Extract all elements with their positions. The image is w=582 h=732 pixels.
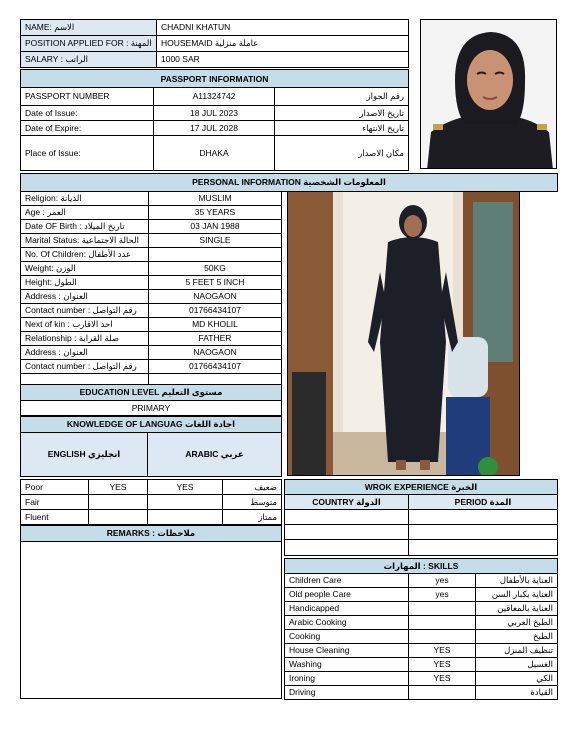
skill-value: [408, 685, 476, 700]
skill-label: Old people Care: [284, 587, 409, 602]
personal-info-label: No. Of Children: عدد الأطفال: [20, 247, 149, 262]
remarks-box: [20, 541, 282, 699]
personal-info-value: [148, 247, 282, 262]
personal-info-label: Contact number : رقم التواصل: [20, 359, 149, 374]
personal-info-value: NAOGAON: [148, 345, 282, 360]
personal-info-label: Marital Status: الحالة الاجتماعية: [20, 233, 149, 248]
skill-value: [408, 601, 476, 616]
experience-row-period: [408, 524, 558, 540]
passport-number-arabic: رقم الجواز: [274, 87, 409, 106]
skill-value: yes: [408, 573, 476, 588]
name-value: CHADNI KHATUN: [156, 19, 409, 36]
skill-value: YES: [408, 657, 476, 672]
skill-label: Driving: [284, 685, 409, 700]
passport-number-label: PASSPORT NUMBER: [20, 87, 154, 106]
skill-value: YES: [408, 671, 476, 686]
passport-section-header: PASSPORT INFORMATION: [20, 69, 409, 88]
skill-value: [408, 629, 476, 644]
personal-info-label: Address : العنوان: [20, 345, 149, 360]
experience-row-country: [284, 539, 409, 556]
skill-value: yes: [408, 587, 476, 602]
skill-label: Washing: [284, 657, 409, 672]
skill-value: [408, 615, 476, 630]
english-column-header: ENGLISH انجليزي: [20, 432, 148, 477]
personal-section-header: PERSONAL INFORMATION المعلومات الشخصية: [20, 173, 558, 192]
country-column-header: COUNTRY الدولة: [284, 494, 409, 510]
personal-info-value: 5 FEET 5 INCH: [148, 275, 282, 290]
salary-value: 1000 SAR: [156, 51, 409, 68]
full-body-photo: [287, 191, 520, 476]
arabic-poor-value: YES: [147, 479, 223, 495]
arabic-fluent-value: [147, 509, 223, 525]
place-of-issue-label: Place of Issue:: [20, 135, 154, 171]
remarks-section-header: REMARKS : ملاحظات: [20, 525, 282, 542]
personal-info-value: FATHER: [148, 331, 282, 346]
skills-section-header: المهارات : SKILLS: [284, 558, 558, 574]
skill-label: Arabic Cooking: [284, 615, 409, 630]
personal-info-value: 01766434107: [148, 359, 282, 374]
experience-section-header: WROK EXPERIENCE الخبرة: [284, 479, 558, 495]
portrait-photo: [420, 19, 557, 169]
place-of-issue-value: DHAKA: [153, 135, 275, 171]
english-fluent-value: [88, 509, 148, 525]
skill-arabic-label: القيادة: [475, 685, 558, 700]
language-section-header: KNOWLEDGE OF LANGUAG اجادة اللغات: [20, 416, 282, 433]
personal-info-label: Contact number : رقم التواصل: [20, 303, 149, 318]
personal-info-label: Next of kin : احد الاقارب: [20, 317, 149, 332]
expire-date-arabic: تاريخ الانتهاء: [274, 120, 409, 136]
skill-value: YES: [408, 643, 476, 658]
personal-info-label: Weight: الوزن: [20, 261, 149, 276]
period-column-header: PERIOD المدة: [408, 494, 558, 510]
education-section-header: EDUCATION LEVEL مستوى التعليم: [20, 384, 282, 401]
english-poor-value: YES: [88, 479, 148, 495]
skill-label: Ironing: [284, 671, 409, 686]
issue-date-arabic: تاريخ الاصدار: [274, 105, 409, 121]
expire-date-label: Date of Expire:: [20, 120, 154, 136]
skill-arabic-label: العناية بكبار السن: [475, 587, 558, 602]
skill-arabic-label: العناية بالمعاقين: [475, 601, 558, 616]
personal-info-label: Religion: الديانة: [20, 191, 149, 206]
personal-info-value: SINGLE: [148, 233, 282, 248]
skill-arabic-label: الكي: [475, 671, 558, 686]
skill-label: Cooking: [284, 629, 409, 644]
experience-row-country: [284, 509, 409, 525]
language-level-fair-arabic: متوسط: [222, 494, 282, 510]
skill-label: House Cleaning: [284, 643, 409, 658]
issue-date-label: Date of Issue:: [20, 105, 154, 121]
personal-info-label: Relationship : صلة القرابة: [20, 331, 149, 346]
personal-info-label: Height: الطول: [20, 275, 149, 290]
personal-info-value: 03 JAN 1988: [148, 219, 282, 234]
personal-info-value: MUSLIM: [148, 191, 282, 206]
issue-date-value: 18 JUL 2023: [153, 105, 275, 121]
skill-arabic-label: تنظيف المنزل: [475, 643, 558, 658]
language-level-fair: Fair: [20, 494, 89, 510]
personal-info-value: 50KG: [148, 261, 282, 276]
personal-info-value: 01766434107: [148, 303, 282, 318]
arabic-fair-value: [147, 494, 223, 510]
personal-info-label: Age : العمر: [20, 205, 149, 220]
personal-info-value: NAOGAON: [148, 289, 282, 304]
skill-arabic-label: الطبخ العربي: [475, 615, 558, 630]
skill-arabic-label: الغسيل: [475, 657, 558, 672]
arabic-column-header: ARABIC عربي: [147, 432, 282, 477]
skill-label: Children Care: [284, 573, 409, 588]
language-level-poor-arabic: ضعيف: [222, 479, 282, 495]
language-level-poor: Poor: [20, 479, 89, 495]
position-label: POSITION APPLIED FOR : المهنة: [20, 35, 157, 52]
place-of-issue-arabic: مكان الاصدار: [274, 135, 409, 171]
passport-number-value: A11324742: [153, 87, 275, 106]
skill-label: Handicapped: [284, 601, 409, 616]
skill-arabic-label: الطبخ: [475, 629, 558, 644]
personal-info-value: 35 YEARS: [148, 205, 282, 220]
experience-row-period: [408, 509, 558, 525]
education-value: PRIMARY: [20, 400, 282, 416]
name-label: NAME: الاسم: [20, 19, 157, 36]
expire-date-value: 17 JUL 2028: [153, 120, 275, 136]
salary-label: SALARY : الراتب: [20, 51, 157, 68]
skill-arabic-label: العناية بالأطفال: [475, 573, 558, 588]
personal-info-value: MD KHOLIL: [148, 317, 282, 332]
position-value: HOUSEMAID عاملة منزلية: [156, 35, 409, 52]
experience-row-period: [408, 539, 558, 556]
personal-info-label: Date OF Birth : تاريخ الميلاد: [20, 219, 149, 234]
english-fair-value: [88, 494, 148, 510]
personal-info-label: Address : العنوان: [20, 289, 149, 304]
language-level-fluent-arabic: ممتاز: [222, 509, 282, 525]
experience-row-country: [284, 524, 409, 540]
language-level-fluent: Fluent: [20, 509, 89, 525]
